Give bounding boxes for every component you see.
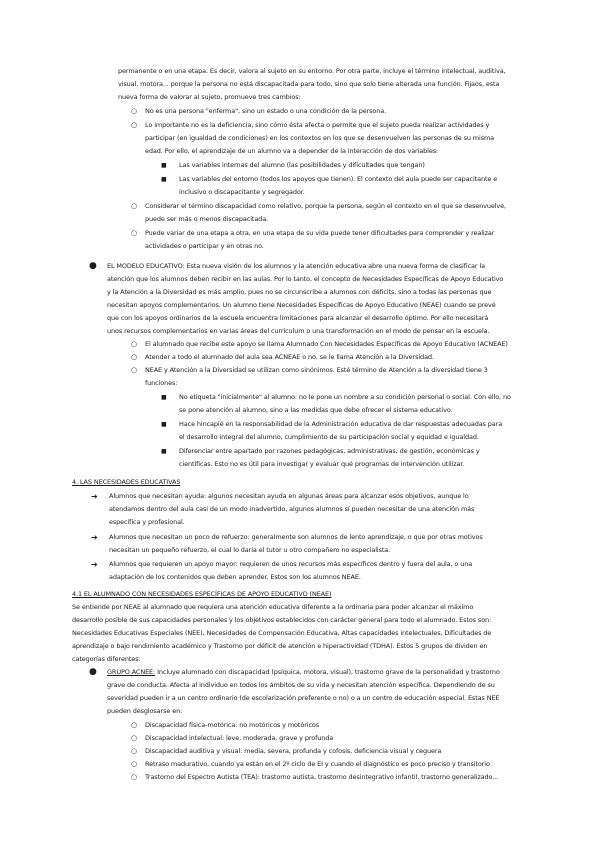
paragraph-line: nueva forma de valorar al sujeto, promueve tres cambios: [118,93,301,101]
bullet-icon: ● [89,667,97,677]
circle-bullet-icon: ○ [131,747,138,755]
list-item: Considerar el término discapacidad como relativo, porque la persona, según el contexto en el que se desenvuelve, [145,202,506,210]
list-item: Discapacidad auditiva y visual: media, severa, profunda y cofosis, deficiencia visual y ceguera [145,747,442,755]
list-item-cont: pueden desglosarse en: [107,707,183,715]
arrow-icon: ➔ [91,492,98,501]
list-item: Diferenciar entre apartado por razones pedagógicas, administrativas, de gestión, económicas y [179,447,480,455]
list-item: NEAE y Atención a la Diversidad se utilizan como sinónimos. Esté término de Atención a la diversidad tiene 3 [145,366,488,374]
square-bullet-icon: ■ [161,394,167,401]
list-item: Discapacidad física-motórica: no motóricos y motóricos [145,721,320,729]
list-item: No es una persona "enferma", sino un estado o una condición de la persona. [145,107,387,115]
list-item-cont: inclusivo o discapacitante y segregador. [179,188,305,196]
list-item-cont: necesitan un pequeño refuerzo, el cual lo daría el tutor u otro compañero no especialista. [109,546,391,554]
group-label: GRUPO ACNEE: [107,668,156,676]
square-bullet-icon: ■ [161,176,167,183]
list-item: Hace hincapié en la responsabilidad de la Administración educativa de dar respuestas adecuadas para [179,420,503,428]
list-item: Trastorno del Espectro Autista (TEA): trastorno autista, trastorno desintegrativo infantil, trastorno generalizado... [145,773,499,781]
list-item: No etiqueta "inicialmente" al alumno: no le pone un nombre a su condición personal o social. Con ello, no [179,393,511,401]
list-item-cont: el desarrollo integral del alumno, cumplimiento de su participación social y equidad e igualdad. [179,433,479,441]
list-item: Lo importante no es la deficiencia, sino cómo ésta afecta o permite que el sujeto pueda realizar actividades y [145,121,490,129]
circle-bullet-icon: ○ [131,366,138,374]
paragraph-line: EL MODELO EDUCATIVO: Esta nueva visión de los alumnos y la atención educativa abre una nueva forma de clasificar la [107,262,485,270]
paragraph-line: necesitan apoyos complementarios. Un alumno tiene Necesidades Específicas de Apoyo Educativo (NEAE) cuando se prevé [107,301,496,309]
list-item [107,666,500,679]
circle-bullet-icon: ○ [131,721,138,729]
group-text: Incluye alumnado con discapacidad (psíquica, motora, visual), trastorno grave de la personalidad y trastorno [155,668,500,676]
paragraph-line: visual, motora... porque la persona no está discapacitada para todo, sino que solo tiene alterada una función. Fijaos, esta [118,80,500,88]
square-bullet-icon: ■ [161,162,167,169]
paragraph-line: atención que los alumnos deben recibir en las aulas. Por lo tanto, el concepto de Necesidades Específicas de Apoyo Educativo [107,275,504,283]
list-item: Atender a todo el alumnado del aula sea ACNEAE o no, se le llama Atención a la Diversidad. [145,353,434,361]
circle-bullet-icon: ○ [131,760,138,768]
section-heading: 4. LAS NECESIDADES EDUCATIVAS [72,478,181,486]
list-item: Retraso madurativo, cuando ya están en el 2º ciclo de EI y cuando el diagnóstico es poco preciso y transitorio [145,760,490,768]
square-bullet-icon: ■ [161,421,167,428]
list-item-cont: adaptación de los contenidos que deben aprender. Estos son los alumnos NEAE. [109,573,361,581]
bullet-icon: ● [89,261,97,271]
paragraph-line: Se entiende por NEAE al alumnado que requiera una atención educativa diferente a la ordinaria para poder alcanzar el máximo [72,603,474,611]
circle-bullet-icon: ○ [131,734,138,742]
circle-bullet-icon: ○ [131,340,138,348]
paragraph-line: unos recursos complementarios en varias áreas del currículum o una transformación en el modo de pensar en la escuela. [107,327,490,335]
list-item-cont: participar (en igualdad de condiciones) en los contextos en los que se desenvuelven las personas de su misma [145,134,495,142]
circle-bullet-icon: ○ [131,353,138,361]
arrow-icon: ➔ [91,533,98,542]
list-item-cont: se pone atención al alumno, sino a las medidas que debe ofrecer el sistema educativo. [179,406,453,414]
list-item: El alumnado que recibe este apoyo se llama Alumnado Con Necesidades Específicas de Apoyo Educativo (ACNEAE) [145,340,508,348]
circle-bullet-icon: ○ [131,107,138,115]
list-item-cont: funciones: [145,379,178,387]
paragraph-line: Necesidades Educativas Especiales (NEE), Necesidades de Compensación Educativa, Altas capacidades intelectuales, Dificultades de [72,629,492,637]
list-item: Las variables del entorno (todos los apoyos que tienen). El contexto del aula puede ser capacitante e [179,175,498,183]
square-bullet-icon: ■ [161,448,167,455]
list-item-cont: actividades o participar y en otras no. [145,242,264,250]
list-item-cont: atendamos dentro del aula casi de un modo inadvertido, algunos alumnos sí pueden necesitar de una atención más [109,505,475,513]
list-item-cont: puede ser más o menos discapacitada. [145,215,269,223]
list-item: Las variables internas del alumno (las posibilidades y dificultades que tengan) [179,161,425,169]
paragraph-line: aprendizaje o bajo rendimiento académico y Trastorno por déficit de atención e hiperactividad (TDHA). Estos 5 grupos de dividen en [72,642,488,650]
list-item-cont: científicas. Esto no es útil para investigar y evaluar qué programas de intervención utilizar. [179,460,465,468]
section-heading: 4.1 EL ALUMNADO CON NECESIDADES ESPECÍFICAS DE APOYO EDUCATIVO (NEAE) [72,590,332,598]
paragraph-line: que con los apoyos ordinarios de la escuela encuentra limitaciones para alcanzar el desarrollo óptimo. Por ello necesitará [107,314,489,322]
circle-bullet-icon: ○ [131,773,138,781]
circle-bullet-icon: ○ [131,229,138,237]
circle-bullet-icon: ○ [131,121,138,129]
list-item-cont: específica y profesional. [109,518,185,526]
paragraph-line: desarrollo posible de sus capacidades personales y los objetivos establecidos con carácter general para todo el alumnado. Estos son: [72,616,492,624]
paragraph-line: categorías diferentes: [72,655,141,663]
list-item-cont: grave de conducta. Afecta al individuo en todos los ámbitos de su vida y necesitan atención específica. Dependiendo de su [107,681,495,689]
list-item: Puede variar de una etapa a otra, en una etapa de su vida puede tener dificultades para comprender y realizar [145,229,495,237]
list-item: Alumnos que necesitan ayuda: algunos necesitan ayuda en algunas áreas para alcanzar esos objetivos, aunque lo [109,492,469,500]
arrow-icon: ➔ [91,560,98,569]
list-item: Alumnos que requieren un apoyo mayor: requieren de unos recursos más específicos dentro y fuera del aula, o una [109,560,473,568]
list-item-cont: severidad pueden ir a un centro ordinario (de escolarización preferente o no) o a un centro de educación especial. Estas NEE [107,694,500,702]
paragraph-line: permanente o en una etapa. Es decir, valora al sujeto en su entorno. Por otra parte, incluye el término intelectual, auditiva, [118,67,506,75]
list-item-cont: edad. Por ello, el aprendizaje de un alumno va a depender de la interacción de dos variables: [145,147,439,155]
circle-bullet-icon: ○ [131,202,138,210]
list-item: Alumnos que necesitan un poco de refuerzo: generalmente son alumnos de lento aprendizaje, o que por otras motivos [109,533,483,541]
list-item: Discapacidad intelectual: leve, moderada, grave y profunda [145,734,334,742]
paragraph-line: y la Atención a la Diversidad es más amplio, pues no se circunscribe a alumnos con déficits, sino a todas las personas que [107,288,492,296]
